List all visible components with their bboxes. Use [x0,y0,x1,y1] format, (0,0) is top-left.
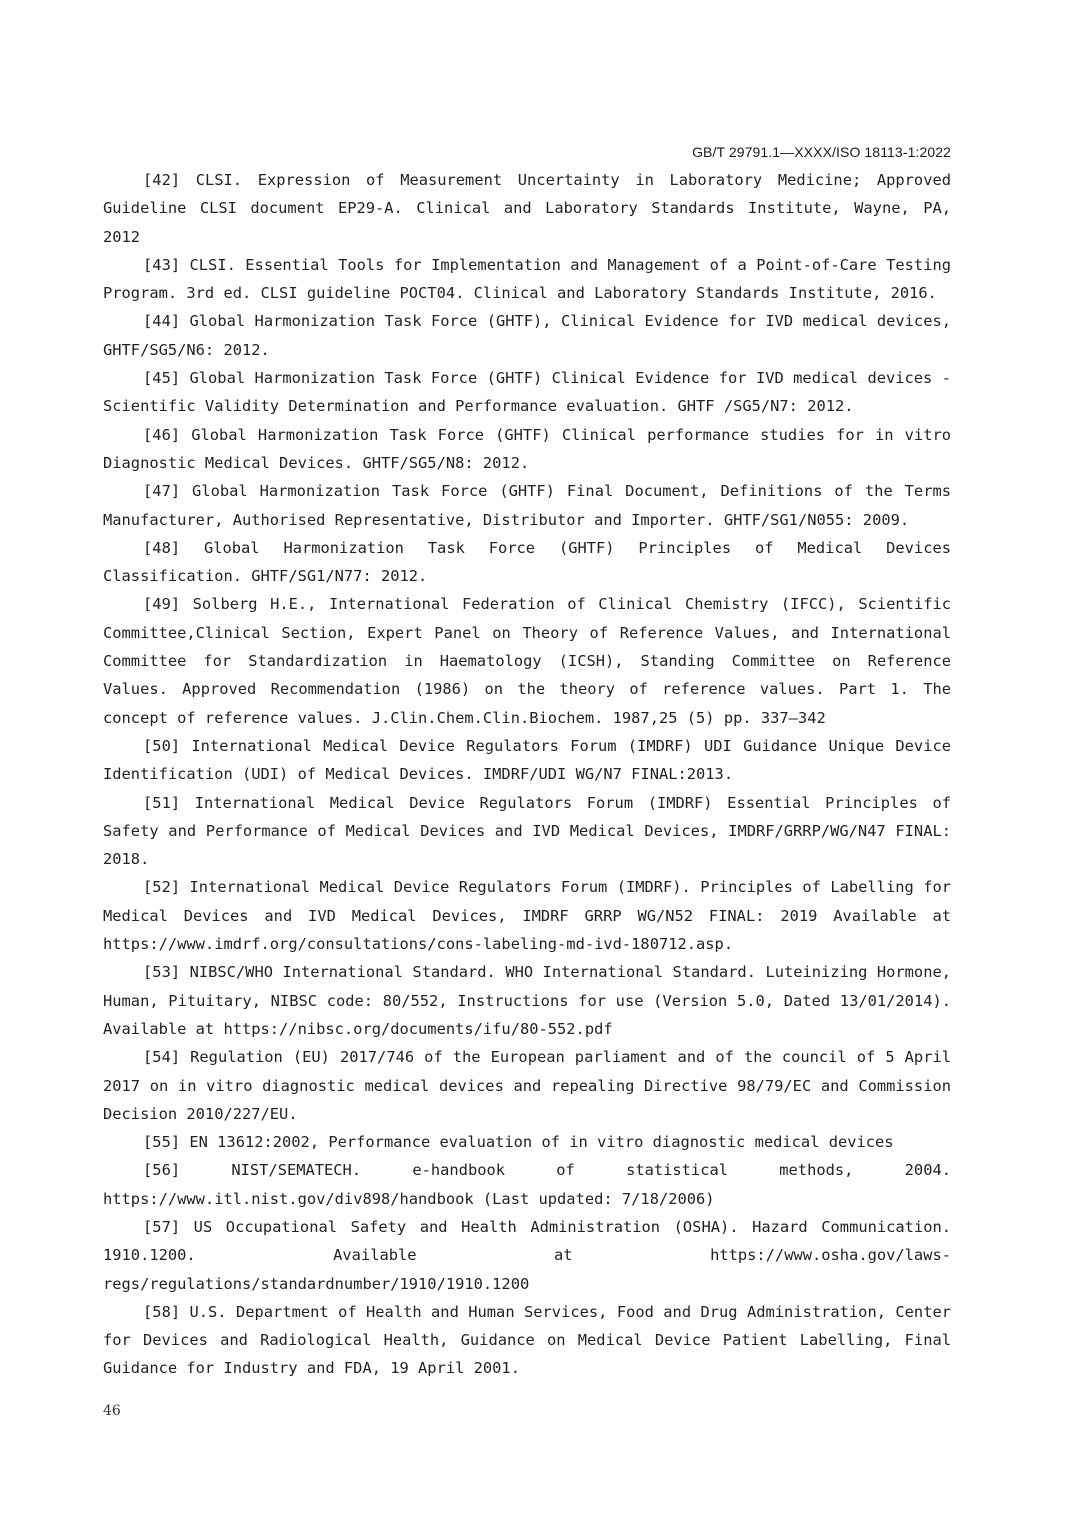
reference-57: [57] US Occupational Safety and Health Administration (OSHA). Hazard Communication. 1910.1200. Available at https://www.osha.gov/laws-regs/regulations/standardnumber/1910/1910.1200 [103,1217,951,1293]
reference-42: [42] CLSI. Expression of Measurement Uncertainty in Laboratory Medicine; Approved Guideline CLSI document EP29-A. Clinical and Laboratory Standards Institute, Wayne, PA, 2012 [103,171,951,246]
reference-50: [50] International Medical Device Regulators Forum (IMDRF) UDI Guidance Unique Device Identification (UDI) of Medical Devices. IMDRF/UDI WG/N7 FINAL:2013. [103,736,951,784]
reference-45: [45] Global Harmonization Task Force (GHTF) Clinical Evidence for IVD medical devices - Scientific Validity Determination and Performance evaluation. GHTF /SG5/N7: 2012. [103,369,951,416]
reference-47: [47] Global Harmonization Task Force (GHTF) Final Document, Definitions of the Terms Manufacturer, Authorised Representative, Distributor and Importer. GHTF/SG1/N055: 2009. [103,482,951,529]
page-number: 46 [103,1403,121,1419]
reference-58: [58] U.S. Department of Health and Human Services, Food and Drug Administration, Center for Devices and Radiological Health, Guidance on Medical Device Patient Labelling, Final Guidance for Industry and FDA, 19 April 2001. [103,1302,951,1378]
reference-44: [44] Global Harmonization Task Force (GHTF), Clinical Evidence for IVD medical devices, GHTF/SG5/N6: 2012. [103,312,951,359]
document-header-code: GB/T 29791.1—XXXX/ISO 18113-1:2022 [692,144,951,160]
reference-48: [48] Global Harmonization Task Force (GHTF) Principles of Medical Devices Classification. GHTF/SG1/N77: 2012. [103,538,951,586]
reference-46: [46] Global Harmonization Task Force (GHTF) Clinical performance studies for in vitro Diagnostic Medical Devices. GHTF/SG5/N8: 2012. [103,425,951,472]
reference-51: [51] International Medical Device Regulators Forum (IMDRF) Essential Principles of Safety and Performance of Medical Devices and IVD Medical Devices, IMDRF/GRRP/WG/N47 FINAL: 2018. [103,793,951,869]
reference-52: [52] International Medical Device Regulators Forum (IMDRF). Principles of Labelling for Medical Devices and IVD Medical Devices, IMDRF GRRP WG/N52 FINAL: 2019 Available at https://www.imdrf.org/consultations/cons-labeling-md-ivd-180712.asp. [103,878,951,954]
reference-53: [53] NIBSC/WHO International Standard. WHO International Standard. Luteinizing Hormone, Human, Pituitary, NIBSC code: 80/552, Instructions for use (Version 5.0, Dated 13/01/2014). Available at https://nibsc.org/documents/ifu/80-552.pdf [103,963,951,1038]
reference-56: [56] NIST/SEMATECH. e-handbook of statistical methods, 2004. https://www.itl.nist.gov/div898/handbook (Last updated: 7/18/2006) [103,1161,951,1208]
reference-55: [55] EN 13612:2002, Performance evaluation of in vitro diagnostic medical devices [143,1133,894,1152]
reference-54: [54] Regulation (EU) 2017/746 of the European parliament and of the council of 5 April 2017 on in vitro diagnostic medical devices and repealing Directive 98/79/EC and Commission Decision 2010/227/EU. [103,1048,951,1123]
reference-list [103,166,951,1383]
reference-49: [49] Solberg H.E., International Federation of Clinical Chemistry (IFCC), Scientific Committee,Clinical Section, Expert Panel on Theory of Reference Values, and International Committee for Standardization in Haematology (ICSH), Standing Committee on Reference Values. Approved Recommendation (1986) on the theory of reference values. Part 1. The concept of reference values. J.Clin.Chem.Clin.Biochem. 1987,25 (5) pp. 337–342 [103,595,951,727]
reference-43: [43] CLSI. Essential Tools for Implementation and Management of a Point-of-Care Testing Program. 3rd ed. CLSI guideline POCT04. Clinical and Laboratory Standards Institute, 2016. [103,255,951,303]
